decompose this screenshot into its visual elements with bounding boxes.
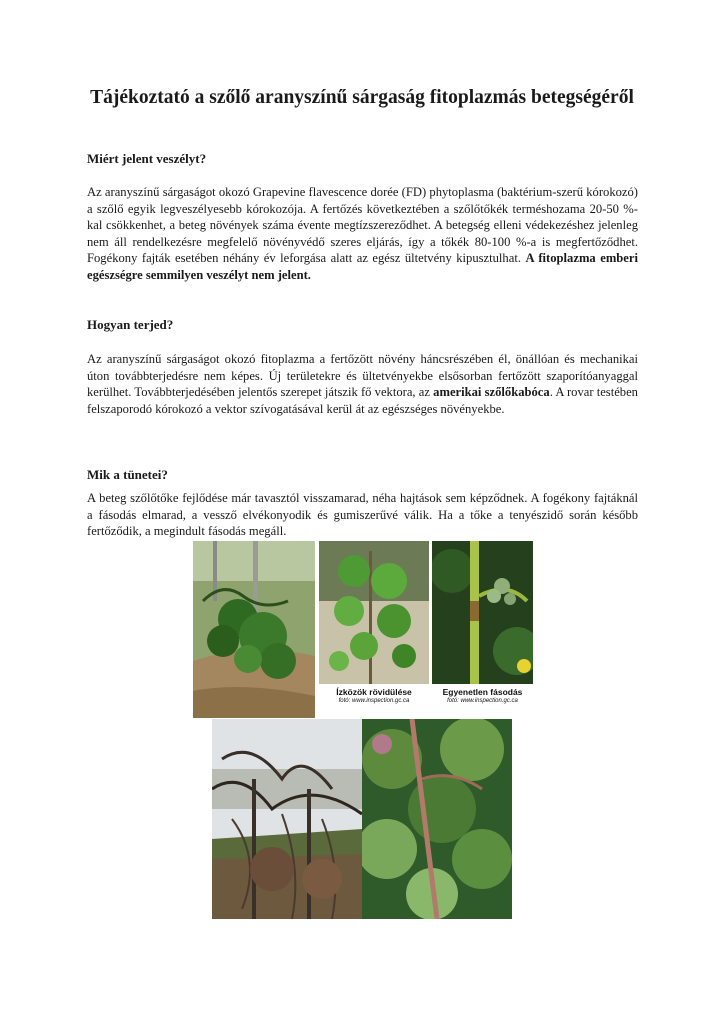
caption-uneven-lignification: [432, 687, 533, 705]
paragraph-spread-text-2: . A rovar testében felszaporodó kórokozó a vektor szívogatásával kerül át az egészséges növényekbe.: [87, 385, 638, 416]
paragraph-spread-text-1: Az aranyszínű sárgaságot okozó fitoplazma a fertőzött növény háncsrészében él, önállóan és mechanikai úton továbbterjedésre nem képes. Új területekre és ültetvényekbe elsősorban fertőzött szaporítóanyaggal kerülhet. Továbbterjedésében jelentős szerepet játszik fő vektora, az: [87, 352, 638, 399]
caption-uneven-lignification-title: Egyenetlen fásodás: [442, 687, 523, 697]
paragraph-danger-text: Az aranyszínű sárgaságot okozó Grapevine flavescence dorée (FD) phytoplasma (baktérium-szerű kórokozó) a szőlő egyik legveszélyesebb kórokozója. A fertőzés következtében a szőlőtőkék terméshozama 20-50 %-kal csökkenhet, a beteg növények száma évente megtízszereződhet. A betegség elleni védekezéshez jelenleg nem áll rendelkezésre megfelelő növényvédő szeres eljárás, így a tőkék 80-100 %-a is megfertőződhet. Fogékony fajták esetében néhány év leforgása alatt az egész ültetvény kipusztulhat.: [87, 185, 638, 265]
photo-stunted-vine: [193, 541, 315, 718]
paragraph-spread: [87, 351, 638, 417]
photo-uneven-lignification: [432, 541, 533, 717]
caption-short-internodes-title: Ízközök rövidülése: [336, 687, 412, 697]
photo-short-internodes: [319, 541, 429, 717]
paragraph-symptoms-text: A beteg szőlőtőke fejlődése már tavasztól visszamarad, néha hajtások sem képződnek. A fogékony fajtáknál a fásodás elmarad, a vessző elvékonyodik és gumiszerűvé válik. Ha a tőke a tenyészidő során később fertőződik, a megindult fásodás megáll.: [87, 491, 638, 538]
section-heading-symptoms: Mik a tünetei?: [87, 467, 168, 482]
section-heading-danger: Miért jelent veszélyt?: [87, 151, 207, 166]
page-title: Tájékoztató a szőlő aranyszínű sárgaság fitoplazmás betegségéről: [90, 87, 634, 108]
caption-short-internodes: [319, 687, 429, 705]
paragraph-danger-bold: A fitoplazma emberi egészségre semmilyen veszélyt nem jelent.: [87, 251, 638, 282]
paragraph-danger: [87, 184, 638, 283]
paragraph-spread-bold: amerikai szőlőkabóca: [433, 385, 550, 399]
photo-diseased-leaves: [362, 719, 512, 919]
section-heading-spread: Hogyan terjed?: [87, 317, 174, 332]
caption-short-internodes-credit: fotó: www.inspection.gc.ca: [338, 698, 410, 704]
paragraph-symptoms: [87, 490, 638, 540]
photo-drooping-vineyard: [212, 719, 362, 919]
caption-uneven-lignification-credit: fotó: www.inspection.gc.ca: [447, 698, 518, 704]
